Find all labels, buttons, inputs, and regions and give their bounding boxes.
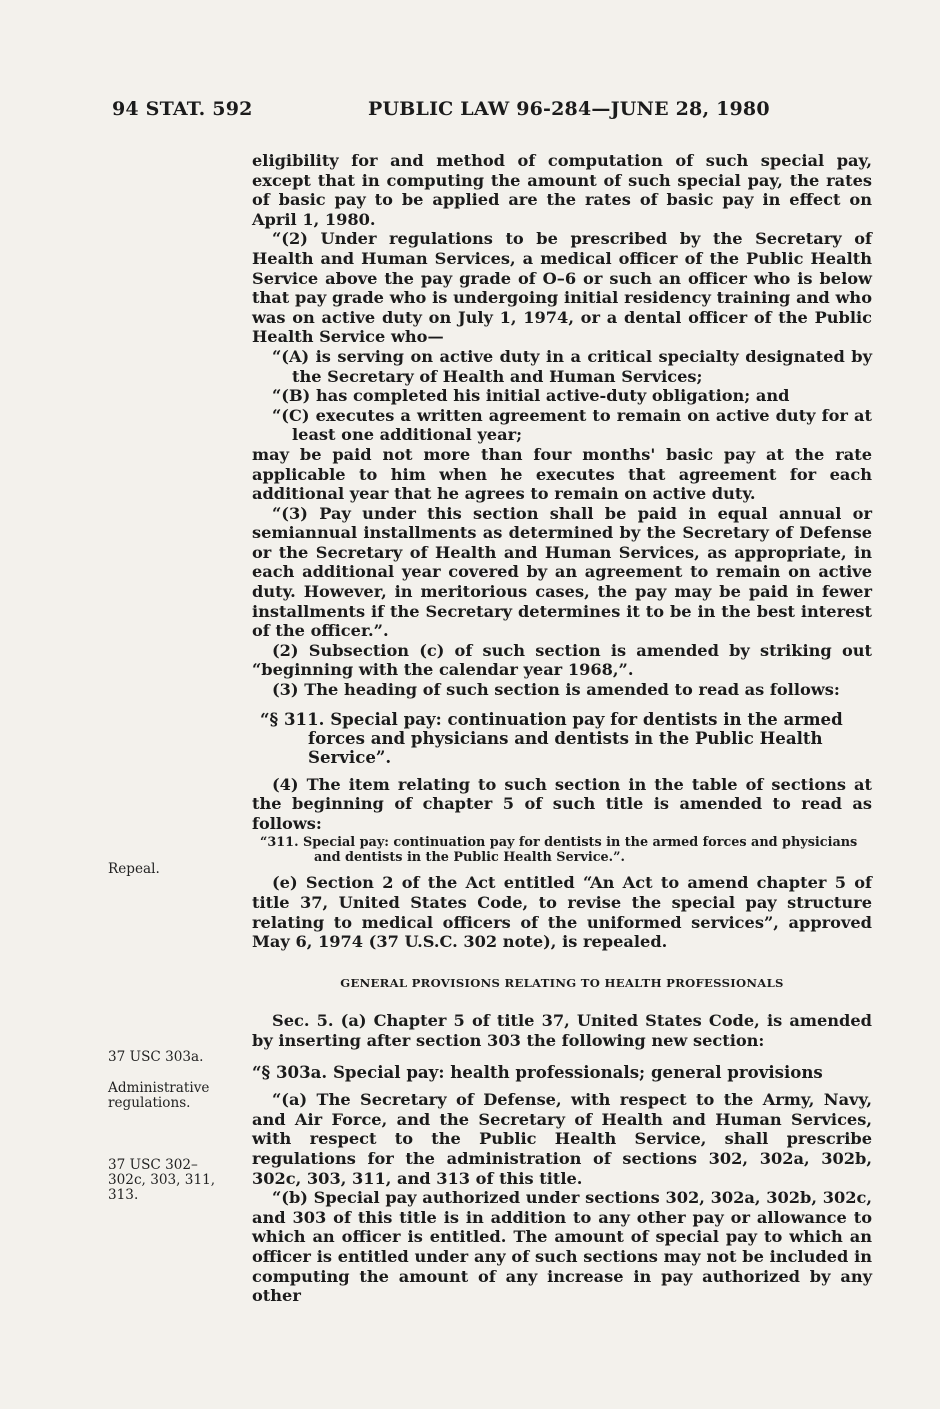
margin-note-repeal: Repeal. (108, 861, 160, 877)
general-provisions-heading: GENERAL PROVISIONS RELATING TO HEALTH PROFESSIONALS (340, 975, 784, 990)
statute-body (252, 151, 872, 1306)
clause-c: “(C) executes a written agreement to remain on active duty for at least one additional year; (272, 405, 872, 445)
paragraph-table-of-sections: (4) The item relating to such section in the table of sections at the beginning of chapter 5 of such title is amended to read as follows: (252, 774, 872, 833)
paragraph-e-repeal: (e) Section 2 of the Act entitled “An Act to amend chapter 5 of title 37, United States Code, to revise the special pay structure relating to medical officers of the uniformed services”, approved May 6, 1974 (37 U.S.C. 302 note), is repealed. (252, 873, 872, 952)
section-5-intro: Sec. 5. (a) Chapter 5 of title 37, United States Code, is amended by inserting after section 303 the following new section: (252, 1011, 872, 1050)
subsection-a-regulations: “(a) The Secretary of Defense, with respect to the Army, Navy, and Air Force, and the Secretary of Health and Human Services, with respect to the Public Health Service, shall prescribe regulations for the administration of sections 302, 302a, 302b, 302c, 303, 311, and 313 of this title. (252, 1090, 872, 1188)
clause-a: “(A) is serving on active duty in a critical specialty designated by the Secretary of Health and Human Services; (272, 346, 872, 386)
paragraph-continuation: eligibility for and method of computation of such special pay, except that in computing the amount of such special pay, the rates of basic pay to be applied are the rates of basic pay in effect on April 1, 1980. (252, 151, 872, 229)
public-law-title: PUBLIC LAW 96-284—JUNE 28, 1980 (368, 98, 770, 120)
subsection-b-special-pay: “(b) Special pay authorized under sections 302, 302a, 302b, 302c, and 303 of this title is in addition to any other pay or allowance to which an officer is entitled. The amount of special pay to which an officer is entitled under any of such sections may not be included in computing the amount of any increase in pay authorized by any other (252, 1188, 872, 1306)
section-311-heading: “§ 311. Special pay: continuation pay for dentists in the armed forces and physicians and dentists in the Public Health Service”. (260, 708, 843, 767)
margin-note-usc-303a: 37 USC 303a. (108, 1049, 204, 1065)
margin-note-usc-302: 37 USC 302–302c, 303, 311, 313. (108, 1157, 216, 1203)
paragraph-3-installments: “(3) Pay under this section shall be paid in equal annual or semiannual installments as determined by the Secretary of Defense or the Secretary of Health and Human Services, as appropriate, in each additional year covered by an agreement to remain on active duty. However, in meritorious cases, the pay may be paid in fewer installments if the Secretary determines it to be in the best interest of the officer.”. (252, 503, 872, 641)
table-of-sections-item: “311. Special pay: continuation pay for dentists in the armed forces and physicians and dentists in the Public Health Service.”. (260, 835, 858, 866)
margin-note-administrative-regulations: Administrative regulations. (108, 1080, 210, 1111)
paragraph-heading-amendment: (3) The heading of such section is amended to read as follows: (272, 680, 840, 700)
clause-b: “(B) has completed his initial active-duty obligation; and (272, 386, 790, 406)
paragraph-pay-amount: may be paid not more than four months' basic pay at the rate applicable to him when he executes that agreement for each additional year that he agrees to remain on active duty. (252, 444, 872, 504)
paragraph-subsection-c-amendment: (2) Subsection (c) of such section is amended by striking out “beginning with the calendar year 1968,”. (252, 640, 872, 680)
paragraph-2: “(2) Under regulations to be prescribed by the Secretary of Health and Human Services, a medical officer of the Public Health Service above the pay grade of O–6 or such an officer who is below that pay grade who is undergoing initial residency training and who was on active duty on July 1, 1974, or a dental officer of the Public Health Service who— (252, 229, 872, 347)
statute-page-number: 94 STAT. 592 (112, 98, 253, 120)
section-303a-title: “§ 303a. Special pay: health professionals; general provisions (252, 1061, 823, 1082)
